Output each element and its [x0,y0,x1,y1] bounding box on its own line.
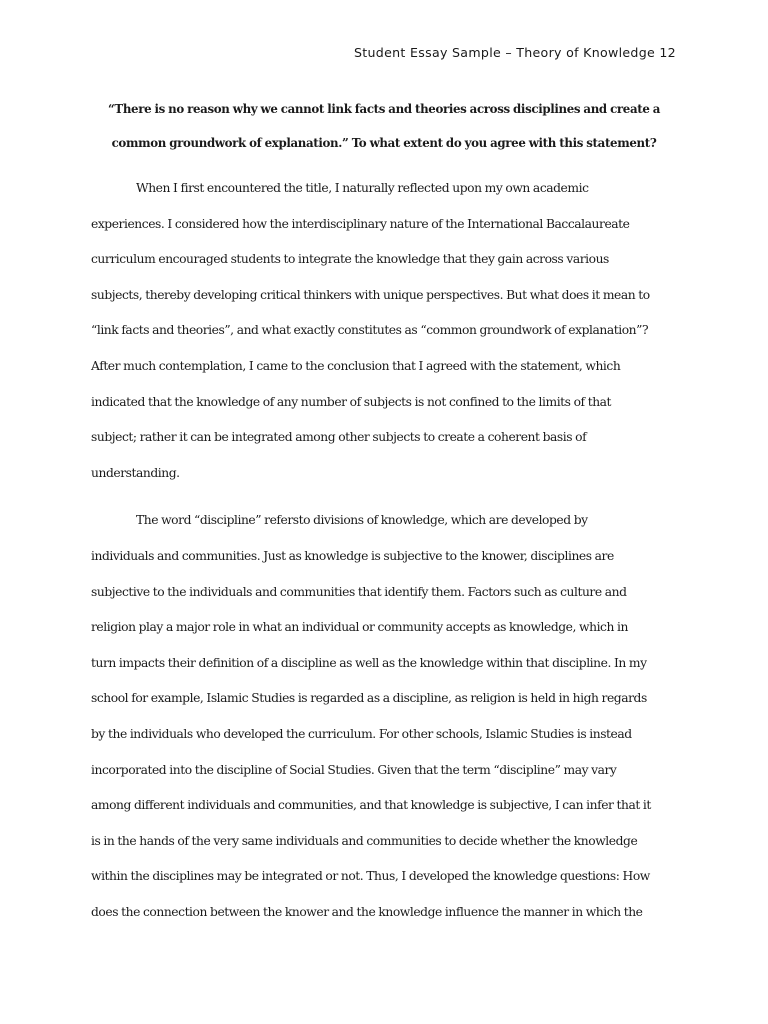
text-line: experiences. I considered how the interdisciplinary nature of the International Baccalaureate [91,216,630,231]
essay-paragraph-1 [91,171,681,491]
prompt-line: common groundwork of explanation.” To what extent do you agree with this statement? [111,136,657,150]
text-line: subjective to the individuals and communities that identify them. Factors such as culture and [91,584,627,599]
essay-body [91,171,681,930]
text-line: individuals and communities. Just as knowledge is subjective to the knower, disciplines are [91,548,614,563]
text-line: subject; rather it can be integrated among other subjects to create a coherent basis of [91,430,587,445]
text-line: incorporated into the discipline of Social Studies. Given that the term “discipline” may vary [91,762,617,777]
text-line: subjects, thereby developing critical thinkers with unique perspectives. But what does it mean to [91,287,650,302]
text-line: When I first encountered the title, I naturally reflected upon my own academic [136,181,589,195]
text-line: curriculum encouraged students to integrate the knowledge that they gain across various [91,252,609,267]
text-line: turn impacts their definition of a discipline as well as the knowledge within that discipline. In my [91,655,647,670]
text-line: The word “discipline” refersto divisions of knowledge, which are developed by [136,513,588,528]
text-line: “link facts and theories”, and what exactly constitutes as “common groundwork of explanation”? [91,323,649,338]
text-line: indicated that the knowledge of any number of subjects is not confined to the limits of that [91,394,612,409]
text-line: religion play a major role in what an individual or community accepts as knowledge, which in [91,620,628,635]
text-line: does the connection between the knower and the knowledge influence the manner in which the [91,904,643,919]
running-header: Student Essay Sample – Theory of Knowledge 12 [353,45,676,60]
text-line: school for example, Islamic Studies is regarded as a discipline, as religion is held in high regards [91,691,647,706]
prompt-line: “There is no reason why we cannot link facts and theories across disciplines and create a [107,102,661,116]
text-line: is in the hands of the very same individuals and communities to decide whether the knowledge [91,833,638,848]
text-line: by the individuals who developed the curriculum. For other schools, Islamic Studies is instead [91,726,632,741]
essay-prompt [92,92,676,160]
essay-paragraph-2 [91,503,681,930]
text-line: among different individuals and communities, and that knowledge is subjective, I can infer that it [91,798,651,813]
text-line: within the disciplines may be integrated or not. Thus, I developed the knowledge questions: How [91,869,650,884]
text-line: After much contemplation, I came to the conclusion that I agreed with the statement, which [91,358,621,373]
text-line: understanding. [91,465,180,480]
